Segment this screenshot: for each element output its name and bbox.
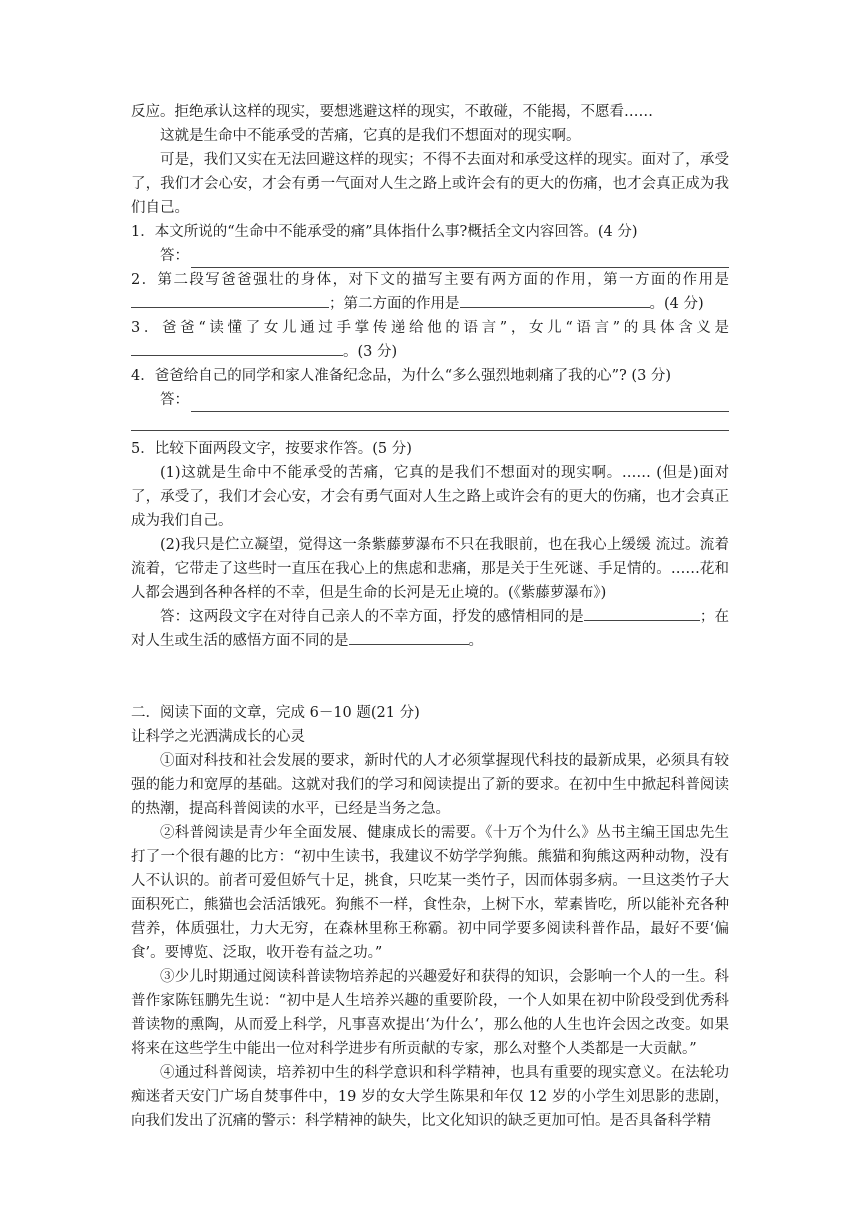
answer-line[interactable] xyxy=(131,412,729,431)
answer-line[interactable] xyxy=(191,249,729,268)
passage-paragraph: 反应。拒绝承认这样的现实，要想逃避这样的现实，不敢碰，不能揭，不愿看…… xyxy=(131,104,653,120)
passage-paragraph: 可是，我们又实在无法回避这样的现实；不得不去面对和承受这样的现实。面对了，承受了，我们才会心安，才会有勇一气面对人生之路上或许会有的更大的伤痛，也才会真正成为我们自己。 xyxy=(131,152,729,216)
article-paragraph-2: ②科普阅读是青少年全面发展、健康成长的需要。《十万个为什么》丛书主编王国忠先生打了一个很有趣的比方：“初中生读书，我建议不妨学学狗熊。熊猫和狗熊这两种动物，没有人不认识的。前者可爱但娇气十足，挑食，只吃某一类竹子，因而体弱多病。一旦这类竹子大面积死亡，熊猫也会活活饿死。狗熊不一样，食性杂，上树下水，荤素皆吃，所以能补充各种营养，体质强壮，力大无穷，在森林里称王称霸。初中同学要多阅读科普作品，最好不要‘偏食’。要博览、泛取，收开卷有益之功。” xyxy=(131,825,729,961)
article-paragraph-3: ③少儿时期通过阅读科普读物培养起的兴趣爱好和获得的知识，会影响一个人的一生。科普作家陈钰鹏先生说：“初中是人生培养兴趣的重要阶段，一个人如果在初中阶段受到优秀科普读物的熏陶，从而爱上科学，凡事喜欢提出‘为什么’，那么他的人生也许会因之改变。如果将来在这些学生中能出一位对科学进步有所贡献的专家，那么对整个人类都是一大贡献。” xyxy=(131,969,729,1057)
question-5: 5．比较下面两段文字，按要求作答。(5 分) xyxy=(131,441,412,457)
comparison-text-1: (1)这就是生命中不能承受的苦痛，它真的是我们不想面对的现实啊。…… (但是)面对了，承受了，我们才会心安，才会有勇气面对人生之路上或许会有的更大的伤痛，也才会真正成为我们自己。 xyxy=(131,465,729,529)
answer-blank[interactable] xyxy=(584,606,700,621)
answer-blank[interactable] xyxy=(460,293,650,308)
answer-line[interactable] xyxy=(191,393,729,412)
document-page xyxy=(131,100,729,1133)
answer-row-1 xyxy=(131,244,729,268)
question-3: 3．爸爸“读懂了女儿通过手掌传递给他的语言”，女儿“语言”的具体含义是。(3 分) xyxy=(131,320,729,360)
answer-blank[interactable] xyxy=(349,630,469,645)
answer-blank[interactable] xyxy=(131,293,329,308)
section-heading: 二．阅读下面的文章，完成 6－10 题(21 分) xyxy=(131,705,420,721)
article-paragraph-1: ①面对科技和社会发展的要求，新时代的人才必须掌握现代科技的最新成果，必须具有较强的能力和宽厚的基础。这就对我们的学习和阅读提出了新的要求。在初中生中掀起科普阅读的热潮，提高科普阅读的水平，已经是当务之急。 xyxy=(131,753,729,817)
answer-label: 答： xyxy=(160,248,189,264)
answer-blank[interactable] xyxy=(131,341,343,356)
question-2: 2．第二段写爸爸强壮的身体，对下文的描写主要有两方面的作用，第一方面的作用是；第二方面的作用是 。(4 分) xyxy=(131,272,729,312)
passage-paragraph: 这就是生命中不能承受的苦痛，它真的是我们不想面对的现实啊。 xyxy=(160,128,581,144)
comparison-text-2: (2)我只是伫立凝望，觉得这一条紫藤萝瀑布不只在我眼前，也在我心上缓缓 流过。流着流着，它带走了这些时一直压在我心上的焦虑和悲痛，那是关于生死谜、手足情的。……花和人都会遇到各种各样的不幸，但是生命的长河是无止境的。(《紫藤萝瀑布》) xyxy=(131,537,729,601)
answer-label: 答： xyxy=(160,392,189,408)
article-title: 让科学之光洒满成长的心灵 xyxy=(131,729,305,745)
section-gap xyxy=(131,653,729,701)
article-paragraph-4: ④通过科普阅读，培养初中生的科学意识和科学精神，也具有重要的现实意义。在法轮功痴迷者天安门广场自焚事件中，19 岁的女大学生陈果和年仅 12 岁的小学生刘思影的悲剧，向我们发出了沉痛的警示：科学精神的缺失，比文化知识的缺乏更加可怕。是否具备科学精 xyxy=(131,1065,729,1129)
answer-row-4 xyxy=(131,388,729,412)
question-1: 1．本文所说的“生命中不能承受的痛”具体指什么事?概括全文内容回答。(4 分) xyxy=(131,224,638,240)
question-4: 4．爸爸给自己的同学和家人准备纪念品，为什么“多么强烈地刺痛了我的心”? (3 分) xyxy=(131,368,672,384)
question-5-answer: 答：这两段文字在对待自己亲人的不幸方面，抒发的感情相同的是 ；在对人生或生活的感悟方面不同的是 。 xyxy=(131,605,729,653)
